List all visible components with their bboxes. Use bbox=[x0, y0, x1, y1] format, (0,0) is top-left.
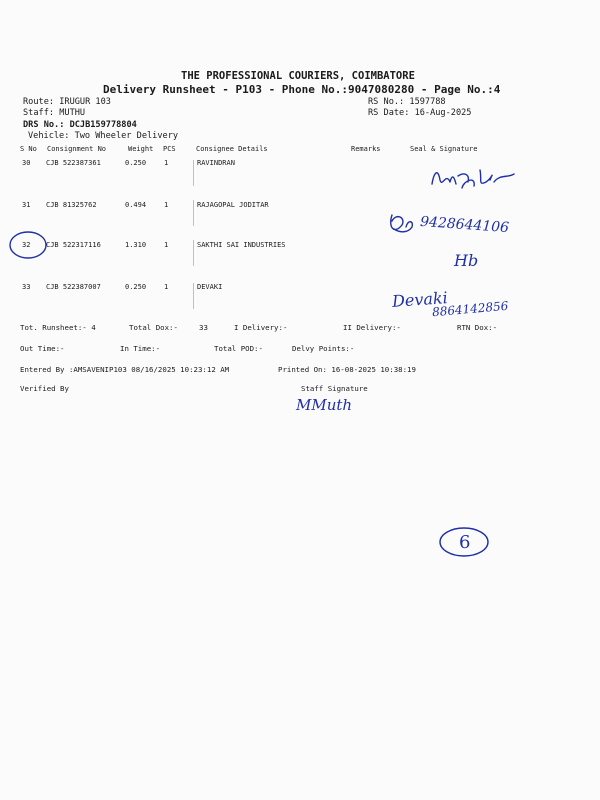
col-header-remarks: Remarks bbox=[351, 145, 381, 153]
row-pcs: 1 bbox=[164, 159, 169, 167]
staff-signature-label: Staff Signature bbox=[301, 384, 368, 393]
i-delivery: I Delivery:- bbox=[234, 323, 288, 332]
page-number-ink: 6 bbox=[459, 532, 471, 553]
handwritten-name-33: Devaki bbox=[391, 288, 449, 311]
total-dox-value: 33 bbox=[199, 323, 208, 332]
col-header-consignment: Consignment No bbox=[47, 145, 107, 153]
rs-number: RS No.: 1597788 bbox=[368, 97, 446, 107]
delvy-points: Delvy Points:- bbox=[292, 344, 355, 353]
row-consignment: CJB 522387007 bbox=[46, 283, 101, 291]
row-consignment: CJB 522317116 bbox=[46, 241, 101, 249]
row-pcs: 1 bbox=[164, 283, 169, 291]
row-sno: 33 bbox=[22, 283, 31, 291]
vehicle-label: Vehicle: Two Wheeler Delivery bbox=[28, 131, 179, 141]
rs-date: RS Date: 16-Aug-2025 bbox=[368, 108, 472, 118]
in-time: In Time:- bbox=[120, 344, 161, 353]
company-title: THE PROFESSIONAL COURIERS, COIMBATORE bbox=[181, 70, 415, 82]
staff-label: Staff: MUTHU bbox=[23, 108, 86, 118]
row-sno: 30 bbox=[22, 159, 31, 167]
row-weight: 0.250 bbox=[125, 283, 147, 291]
row-consignee: SAKTHI SAI INDUSTRIES bbox=[197, 241, 286, 249]
runsheet-subtitle: Delivery Runsheet - P103 - Phone No.:9047080280 - Page No.:4 bbox=[103, 83, 501, 96]
row-weight: 0.494 bbox=[125, 201, 147, 209]
handwritten-note-32: Hb bbox=[454, 251, 479, 270]
row-divider bbox=[193, 240, 194, 266]
row-consignee: RAJAGOPAL JODITAR bbox=[197, 201, 269, 209]
col-header-pcs: PCS bbox=[163, 145, 176, 153]
ii-delivery: II Delivery:- bbox=[343, 323, 401, 332]
row-consignee: RAVINDRAN bbox=[197, 159, 235, 167]
col-header-consignee: Consignee Details bbox=[196, 145, 268, 153]
row-divider bbox=[193, 200, 194, 226]
hand-circle-icon bbox=[8, 230, 50, 262]
col-header-sno: S No bbox=[20, 145, 37, 153]
row-sno: 32 bbox=[22, 241, 31, 249]
row-divider bbox=[193, 160, 194, 186]
row-divider bbox=[193, 283, 194, 309]
tot-runsheet: Tot. Runsheet:- 4 bbox=[20, 323, 96, 332]
route-label: Route: IRUGUR 103 bbox=[23, 97, 111, 107]
printed-on: Printed On: 16-08-2025 10:38:19 bbox=[278, 365, 416, 374]
rtn-dox: RTN Dox:- bbox=[457, 323, 498, 332]
row-weight: 1.310 bbox=[125, 241, 147, 249]
row-consignment: CJB 522387361 bbox=[46, 159, 101, 167]
out-time: Out Time:- bbox=[20, 344, 65, 353]
verified-by: Verified By bbox=[20, 384, 69, 393]
col-header-weight: Weight bbox=[128, 145, 154, 153]
staff-signature-ink: MMuth bbox=[296, 396, 353, 414]
total-pod: Total POD:- bbox=[214, 344, 263, 353]
signature-row-30 bbox=[428, 162, 538, 198]
row-pcs: 1 bbox=[164, 241, 169, 249]
row-consignee: DEVAKI bbox=[197, 283, 223, 291]
handwritten-phone-31: 9428644106 bbox=[419, 213, 510, 237]
col-header-seal: Seal & Signature bbox=[410, 145, 478, 153]
entered-by: Entered By :AMSAVENIP103 08/16/2025 10:23:12 AM bbox=[20, 365, 230, 374]
row-pcs: 1 bbox=[164, 201, 169, 209]
handwritten-phone-33: 8864142856 bbox=[431, 298, 509, 320]
row-weight: 0.250 bbox=[125, 159, 147, 167]
drs-number: DRS No.: DCJB159778804 bbox=[23, 120, 137, 130]
total-dox: Total Dox:- bbox=[129, 323, 178, 332]
row-sno: 31 bbox=[22, 201, 31, 209]
row-consignment: CJB 81325762 bbox=[46, 201, 97, 209]
